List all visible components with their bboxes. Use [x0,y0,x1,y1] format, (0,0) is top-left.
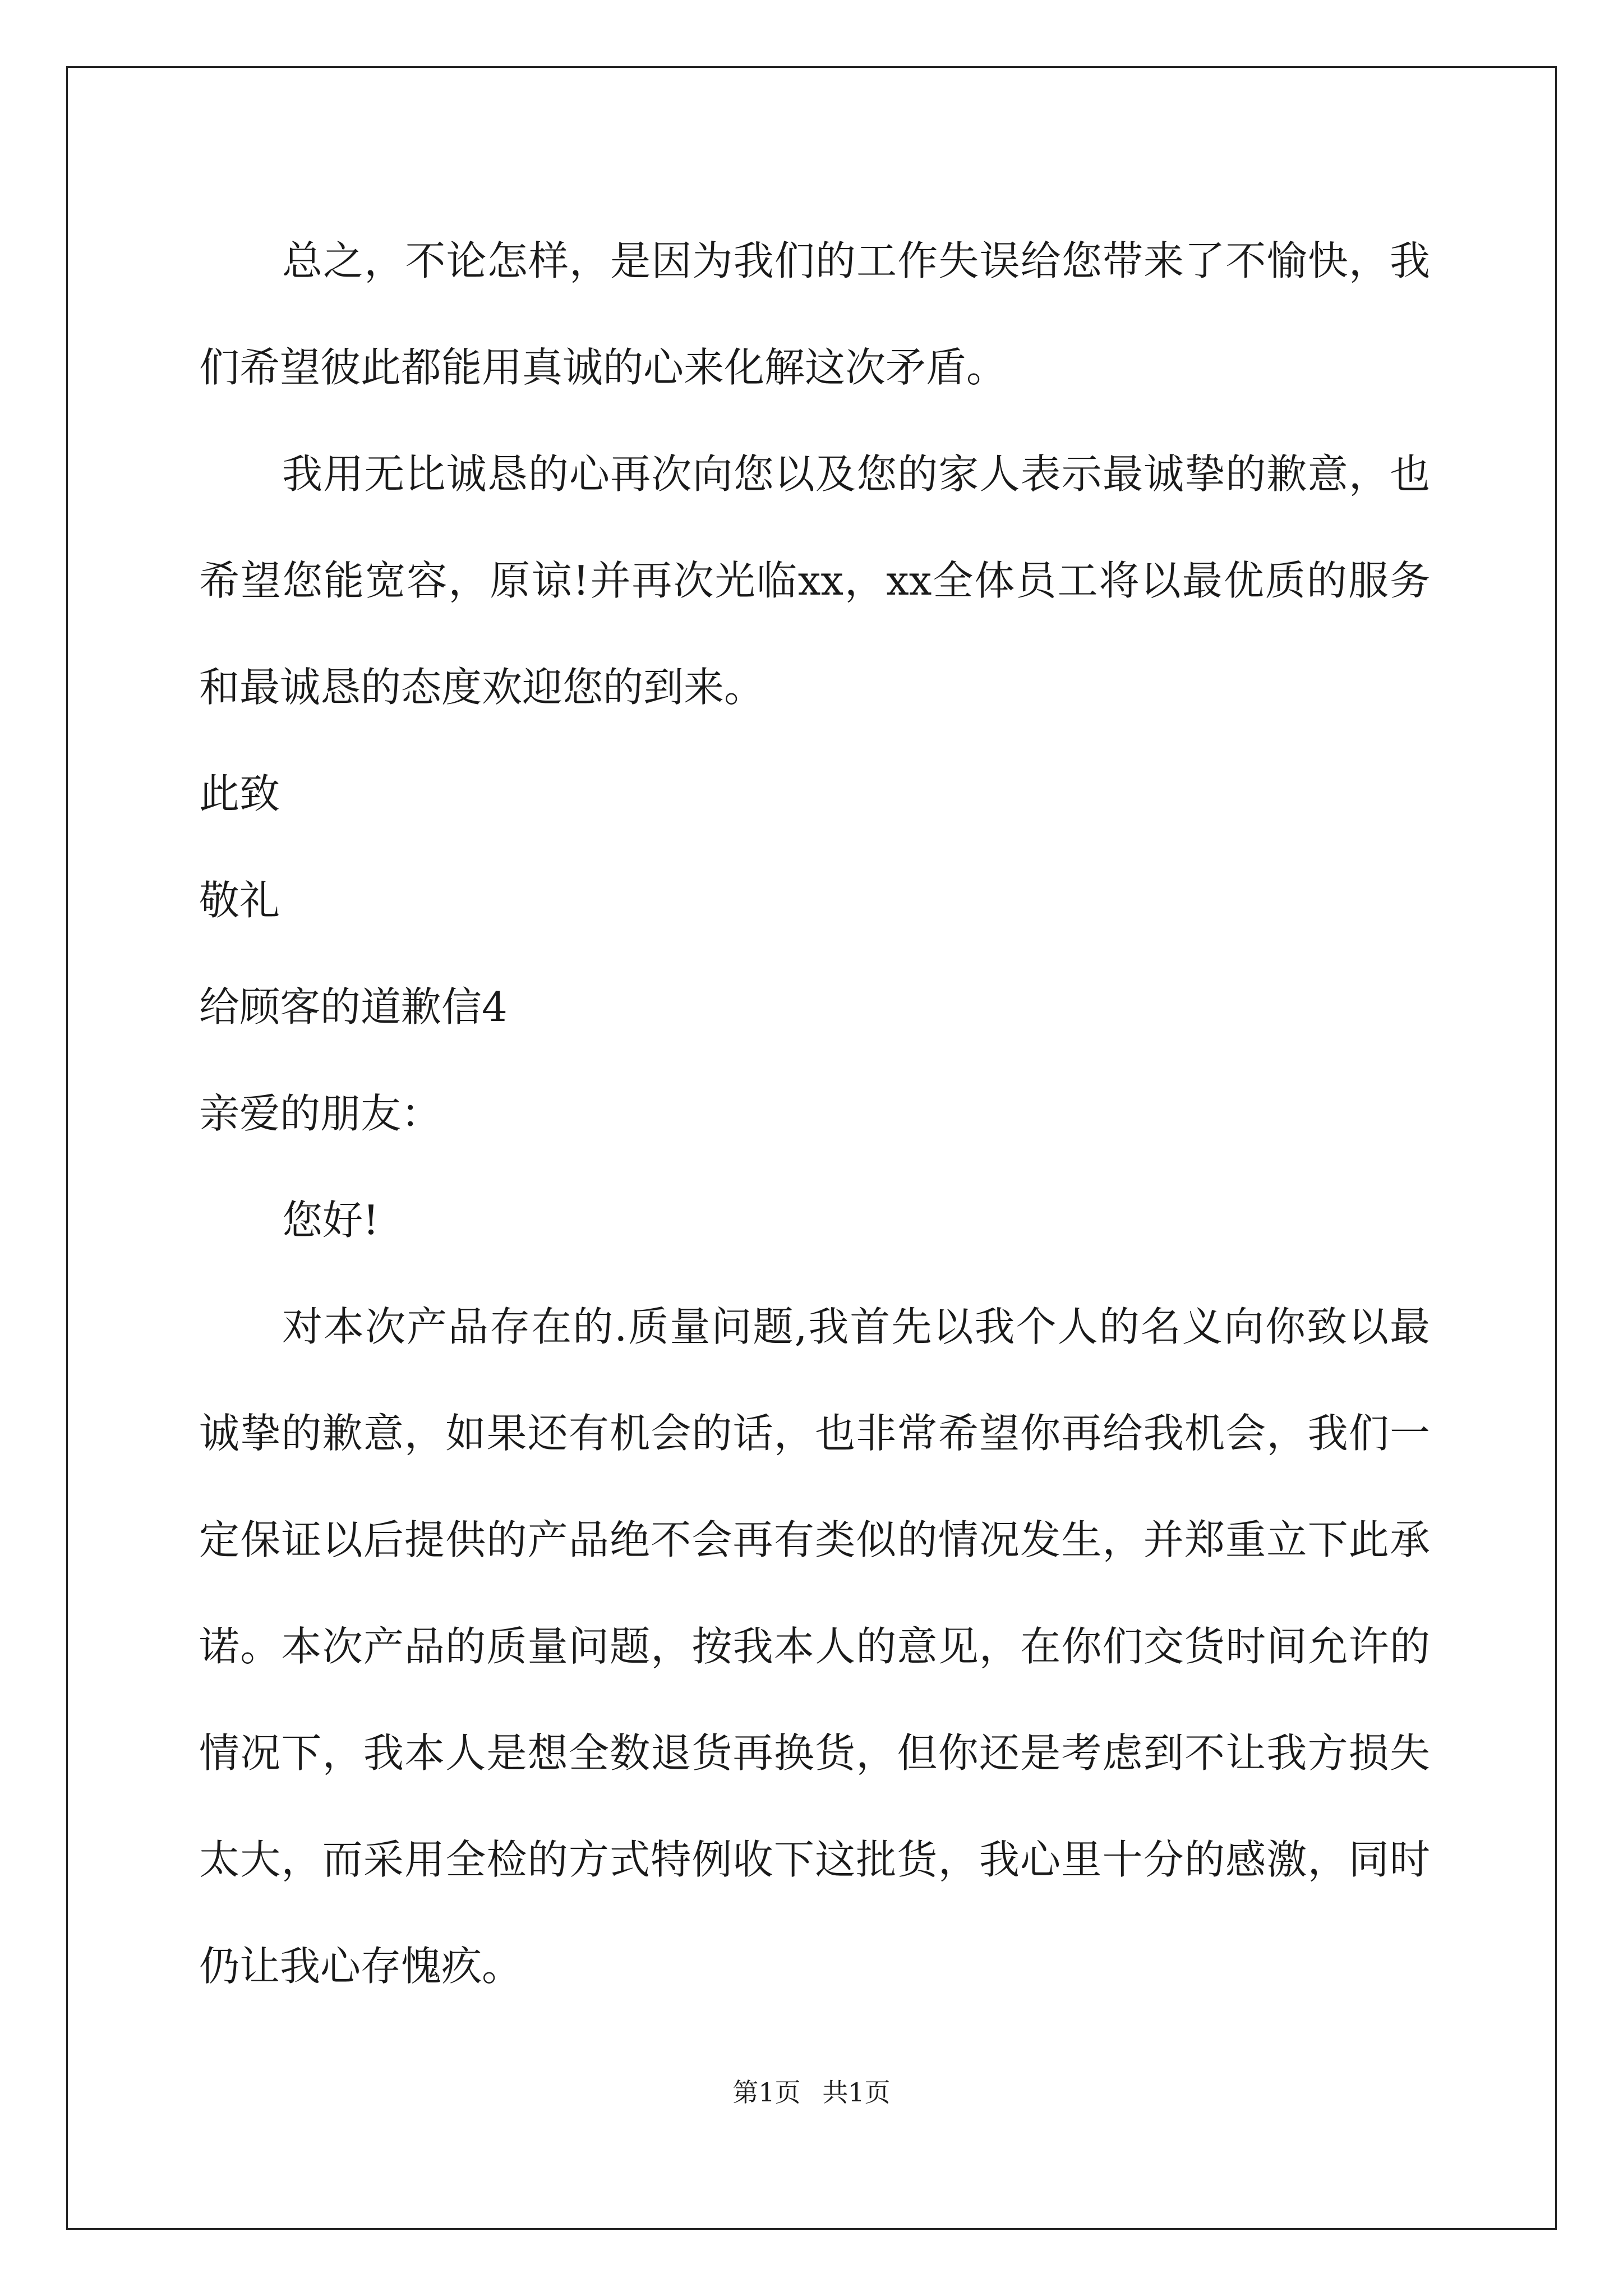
paragraph-line: 总之，不论怎样，是因为我们的工作失误给您带来了不愉快，我 [282,237,1430,284]
paragraph-line: 我用无比诚恳的心再次向您以及您的家人表示最诚挚的歉意，也 [282,450,1430,498]
page-number: 第1页 [732,2077,801,2108]
paragraph-line: 希望您能宽容，原谅!并再次光临xx，xx全体员工将以最优质的服务 [199,557,1430,604]
letter-body [199,216,1430,2028]
paragraph-line: 诚挚的歉意，如果还有机会的话，也非常希望你再给我机会，我们一 [199,1410,1430,1457]
paragraph-line: 定保证以后提供的产品绝不会再有类似的情况发生，并郑重立下此承 [199,1516,1430,1563]
greeting: 亲爱的朋友： [199,1090,442,1137]
paragraph-line: 诺。本次产品的质量问题，按我本人的意见，在你们交货时间允许的 [199,1623,1430,1670]
paragraph-line: 太大，而采用全检的方式特例收下这批货，我心里十分的感激，同时 [199,1836,1430,1883]
closing-regards: 敬礼 [199,877,280,924]
page-footer [0,2076,1623,2109]
closing-salutation: 此致 [199,770,280,817]
paragraph-line: 们希望彼此都能用真诚的心来化解这次矛盾。 [199,344,1007,391]
paragraph-line: 仍让我心存愧疚。 [199,1943,523,1990]
paragraph-line: 和最诚恳的态度欢迎您的到来。 [199,664,765,711]
greeting-hello: 您好! [282,1197,379,1244]
paragraph-line: 对本次产品存在的.质量问题,我首先以我个人的名义向你致以最 [282,1303,1430,1350]
page-total: 共1页 [822,2077,891,2108]
letter-heading: 给顾客的道歉信4 [199,983,508,1030]
paragraph-line: 情况下，我本人是想全数退货再换货，但你还是考虑到不让我方损失 [199,1729,1430,1777]
